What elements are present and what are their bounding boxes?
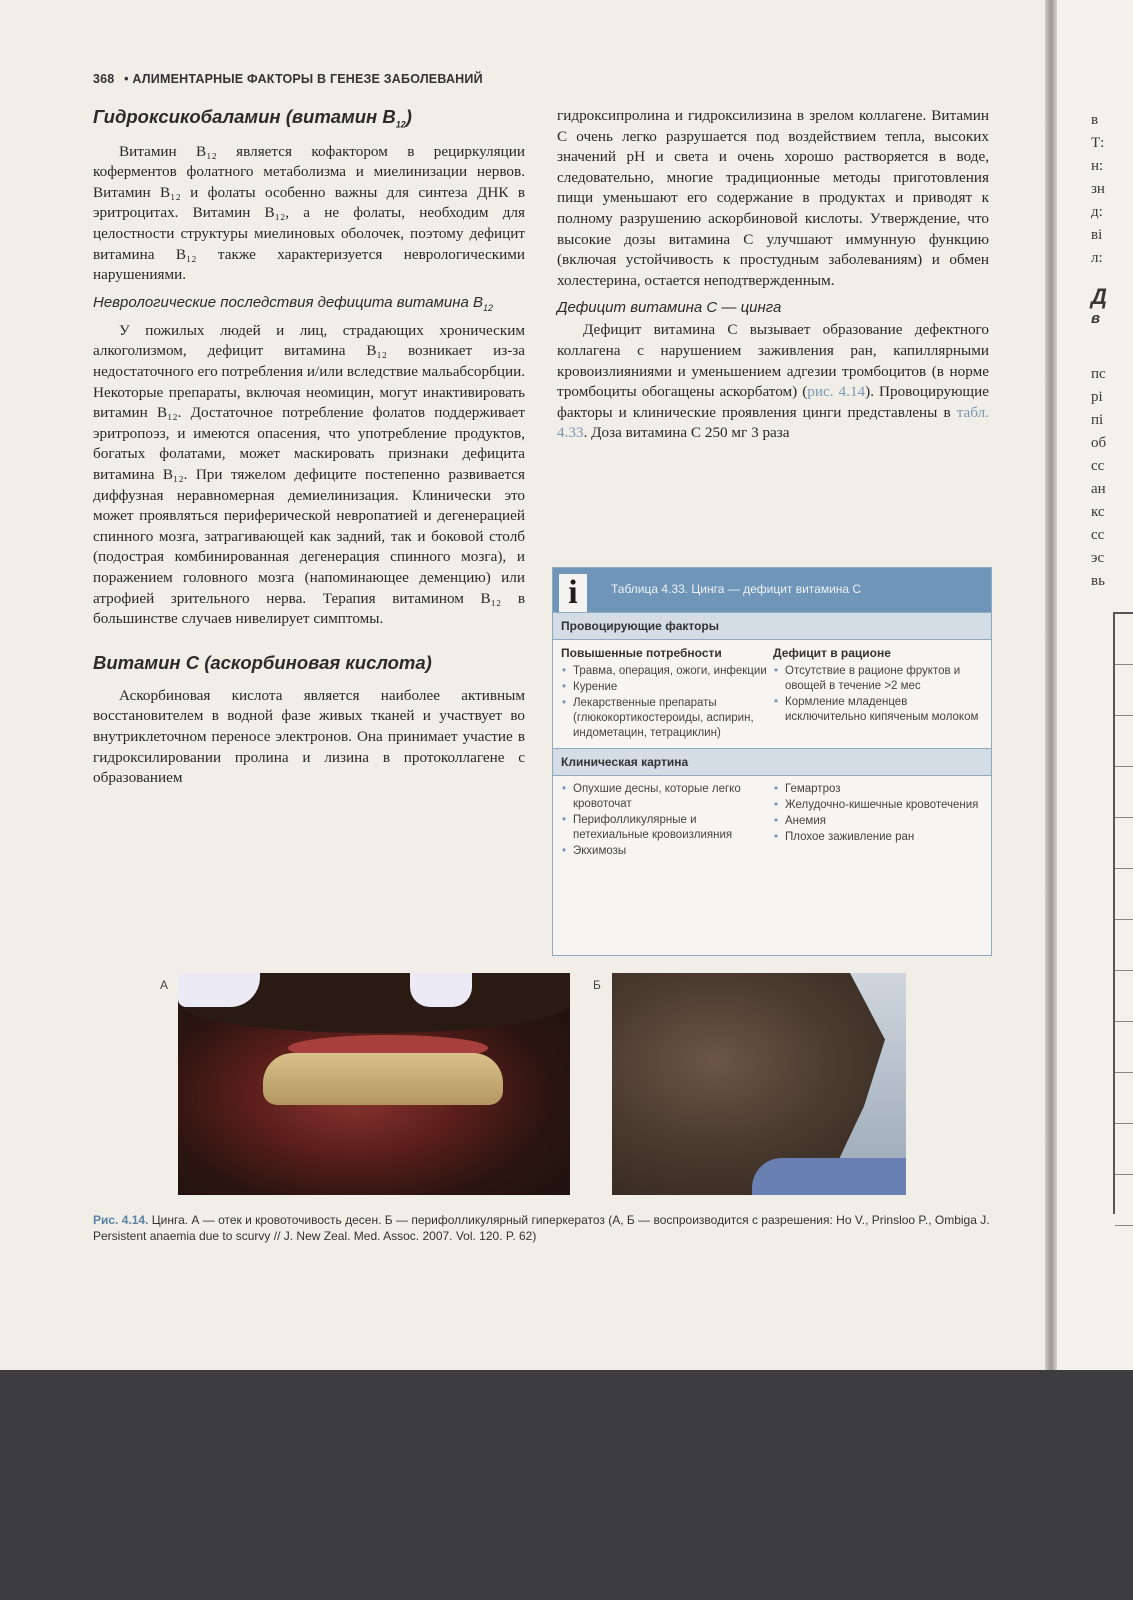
factors-col-needs bbox=[561, 646, 773, 742]
list-item: • Отсутствие в рационе фруктов и овощей в течение >2 мес bbox=[773, 664, 979, 694]
table-header bbox=[553, 568, 991, 612]
list-item: • Гемартроз bbox=[773, 782, 979, 797]
subheading-scurvy: Дефицит витамина C — цинга bbox=[557, 299, 782, 317]
next-page-fragment: рі bbox=[1091, 389, 1103, 405]
table-title: Таблица 4.33. Цинга — дефицит витамина C bbox=[611, 582, 862, 596]
next-page-fragment: эс bbox=[1091, 550, 1105, 566]
clinical-col-left bbox=[561, 782, 773, 860]
next-page-fragment: л: bbox=[1091, 250, 1103, 266]
col-title-diet: Дефицит в рационе bbox=[773, 646, 891, 660]
next-page-fragment: д: bbox=[1091, 204, 1103, 220]
page-number: 368 bbox=[93, 72, 115, 86]
table-4-33 bbox=[552, 567, 992, 956]
left-column bbox=[93, 106, 525, 789]
running-head bbox=[93, 72, 483, 86]
next-page-fragment: ві bbox=[1091, 227, 1103, 243]
caption-label: Рис. 4.14. bbox=[93, 1213, 149, 1227]
teeth-shape bbox=[263, 1053, 503, 1105]
info-icon: i bbox=[559, 574, 587, 612]
list-item: • Кормление младенцев исключительно кипяченым молоком bbox=[773, 695, 979, 725]
glove-shape bbox=[410, 973, 472, 1007]
next-page-edge bbox=[1057, 0, 1133, 1370]
list-item: • Курение bbox=[561, 680, 767, 695]
figure-label-b: Б bbox=[593, 978, 601, 992]
table-ref-link[interactable]: табл. 4.33 bbox=[557, 403, 989, 442]
caption-text: Цинга. А — отек и кровоточивость десен. Б — перифолликулярный гиперкератоз (А, Б — воспроизводится с разрешения: Ho V., Prinsloo P., Ombiga J. Persistent anaemia due to scurvy // J. New Zeal. Med. Assoc. 2007. Vol. 120. P. 62) bbox=[93, 1213, 990, 1243]
figure-label-a: А bbox=[160, 978, 169, 992]
paragraph-b12: Витамин B₁₂ является кофактором в рециркуляции коферментов фолатного метаболизма и миелинизации нервов. Витамин B₁₂ и фолаты особенно важны для синтеза ДНК в эритроцитах. Витамин B₁₂, а не фолаты, необходим для целостности структуры миелиновых оболочек, поэтому дефицит витамина B₁₂ также характеризуется неврологическими нарушениями. bbox=[93, 142, 525, 284]
next-page-fragment: зн bbox=[1091, 181, 1105, 197]
next-page-fragment: пі bbox=[1091, 412, 1104, 428]
photo-gums bbox=[178, 973, 570, 1195]
running-head-title: АЛИМЕНТАРНЫЕ ФАКТОРЫ В ГЕНЕЗЕ ЗАБОЛЕВАНИЙ bbox=[132, 72, 483, 86]
clinical-grid bbox=[553, 776, 991, 866]
col-title-needs: Повышенные потребности bbox=[561, 646, 722, 660]
list-item: • Анемия bbox=[773, 814, 979, 829]
list-item: • Плохое заживление ран bbox=[773, 830, 979, 845]
photo-skin bbox=[612, 973, 906, 1195]
book-spine bbox=[1045, 0, 1057, 1370]
paragraph-ascorbic: Аскорбиновая кислота является наиболее активным восстановителем в водной фазе живых тканей и участвует во внутриклеточном переносе электронов. Она принимает участие в гидроксилировании пролина и лизина в протоколлагене с образованием bbox=[93, 686, 525, 787]
clinical-col-right bbox=[773, 782, 985, 860]
list-item: • Лекарственные препараты (глюкокортикостероиды, аспирин, индометацин, тетрациклин) bbox=[561, 696, 767, 741]
next-page-table-edge bbox=[1113, 612, 1133, 1214]
list-item: • Желудочно-кишечные кровотечения bbox=[773, 798, 979, 813]
subheading-neuro: Неврологические последствия дефицита витамина $B_{12}$ bbox=[93, 293, 493, 313]
next-page-fragment: Т: bbox=[1091, 135, 1105, 151]
next-page-fragment: сс bbox=[1091, 527, 1105, 543]
next-page-fragment: ан bbox=[1091, 481, 1106, 497]
list-item: • Экхимозы bbox=[561, 844, 767, 859]
next-page-fragment: пс bbox=[1091, 366, 1106, 382]
next-page-fragment: вь bbox=[1091, 573, 1105, 589]
next-page-fragment: в bbox=[1091, 112, 1099, 128]
figure-caption bbox=[93, 1212, 993, 1244]
table-section-factors: Провоцирующие факторы bbox=[553, 612, 991, 640]
running-head-bullet: • bbox=[124, 72, 129, 86]
next-page-fragment: кс bbox=[1091, 504, 1105, 520]
next-page-fragment: в bbox=[1091, 310, 1101, 327]
table-section-clinical: Клиническая картина bbox=[553, 748, 991, 776]
factors-grid bbox=[553, 640, 991, 748]
heading-b12: Гидроксикобаламин (витамин $B_{12}$) bbox=[93, 106, 412, 130]
next-page-fragment: Д bbox=[1091, 284, 1107, 309]
paragraph-neuro: У пожилых людей и лиц, страдающих хроническим алкоголизмом, дефицит витамина B₁₂ возникает из-за недостаточного его потребления и/или вследствие мальабсорбции. Некоторые препараты, включая неомицин, могут инактивировать витамин B₁₂. Достаточное потребление фолатов поддерживает эритропоэз, и имеются опасения, что употребление продуктов, богатых фолатами, может маскировать признаки дефицита витамина B₁₂. При тяжелом дефиците постепенно развивается диффузная неравномерная демиелинизация. Клинически это может проявляться периферической невропатией и дегенерацией спинного мозга, затрагивающей как задний, так и боковой столб (подострая комбинированная дегенерация спинного мозга), и поражением головного мозга (напоминающее деменцию) или атрофией зрительного нерва. Терапия витамином B₁₂ в большинстве случаев нивелирует симптомы. bbox=[93, 321, 525, 628]
paragraph-collagen: гидроксипролина и гидроксилизина в зрелом коллагене. Витамин C очень легко разрушается под воздействием тепла, высоких значений pH и света и очень хорошо растворяется в воде, следовательно, многие традиционные методы приготовления пищи уменьшают его содержание в продуктах и приводят к полному разрушению аскорбиновой кислоты. Утверждение, что высокие дозы витамина C улучшают иммунную функцию (включая устойчивость к простудным заболеваниям) и обмен холестерина, остается неподтвержденным. bbox=[557, 107, 989, 289]
next-page-fragment: сс bbox=[1091, 458, 1105, 474]
next-page-fragment: об bbox=[1091, 435, 1107, 451]
right-column bbox=[557, 106, 989, 444]
factors-col-diet bbox=[773, 646, 985, 742]
list-item: • Перифолликулярные и петехиальные кровоизлияния bbox=[561, 813, 767, 843]
list-item: • Опухшие десны, которые легко кровоточат bbox=[561, 782, 767, 812]
figure-ref-link[interactable]: рис. 4.14 bbox=[807, 383, 866, 401]
heading-vitamin-c: Витамин C (аскорбиновая кислота) bbox=[93, 651, 432, 673]
paragraph-scurvy: Дефицит витамина C вызывает образование дефектного коллагена с нарушением заживления ран, капиллярными кровоизлияниями и уменьшением адгезии тромбоцитов (в норме тромбоциты обогащены аскорбатом) (рис. 4.14). Провоцирующие факторы и клинические проявления цинги представлены в табл. 4.33. Доза витамина C 250 мг 3 раза bbox=[557, 321, 989, 442]
scanner-background bbox=[0, 1370, 1133, 1600]
next-page-fragment: н: bbox=[1091, 158, 1104, 174]
list-item: • Травма, операция, ожоги, инфекции bbox=[561, 664, 767, 679]
